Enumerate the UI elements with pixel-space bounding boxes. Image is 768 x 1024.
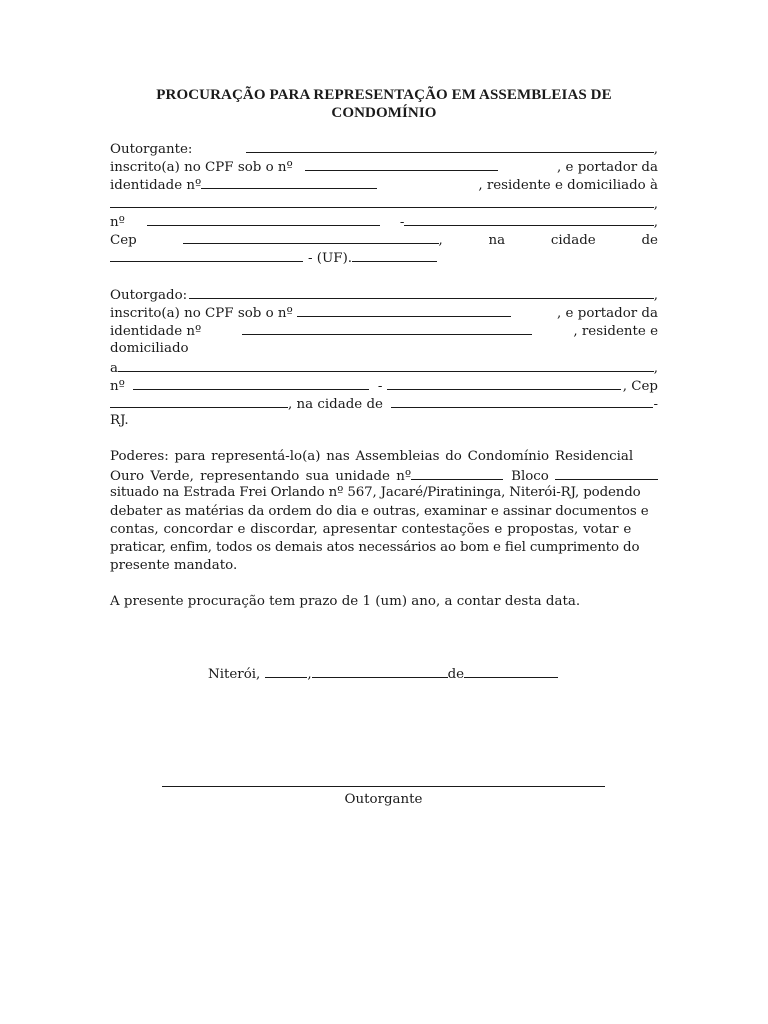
outorgante-uf: - (UF). <box>308 251 353 267</box>
outorgado-city-dash: - <box>653 397 658 413</box>
poderes-line-4 <box>110 503 658 521</box>
poderes-line-6-text: praticar, enfim, todos os demais atos necessários ao bom e fiel cumprimento do <box>110 539 640 555</box>
date-month-blank[interactable] <box>312 664 448 678</box>
date-de: de <box>447 667 465 682</box>
signature-line[interactable] <box>162 786 605 787</box>
outorgado-identidade-blank[interactable] <box>242 321 532 335</box>
poderes-unit-prefix: Ouro Verde, representando sua unidade nº <box>110 469 412 485</box>
poderes-bloco-blank[interactable] <box>555 466 658 480</box>
outorgado-address-line <box>110 358 658 376</box>
outorgado-city-blank[interactable] <box>391 394 654 408</box>
outorgante-cidade: cidade <box>550 232 596 248</box>
date-day-blank[interactable] <box>265 664 307 678</box>
outorgante-cep-label: Cep <box>110 232 137 248</box>
outorgante-complement-blank[interactable] <box>404 212 653 226</box>
poderes-line-7-text: presente mandato. <box>110 558 238 574</box>
poderes-line-1 <box>110 448 658 466</box>
outorgante-city-blank[interactable] <box>110 248 303 262</box>
poderes-bloco-label: Bloco <box>511 469 549 485</box>
outorgado-domiciliado: domiciliado <box>110 340 189 356</box>
outorgante-identidade-blank[interactable] <box>201 175 377 189</box>
poderes-line-7 <box>110 557 658 575</box>
outorgado-address-blank[interactable] <box>118 358 654 372</box>
poderes-line-3-text: situado na Estrada Frei Orlando nº 567, Jacaré/Piratininga, Niterói-RJ, podendo <box>110 485 641 501</box>
outorgante-cep-line <box>110 230 658 248</box>
signature-label: Outorgante <box>344 792 423 807</box>
outorgante-address-blank[interactable] <box>110 194 654 208</box>
date-year-blank[interactable] <box>464 664 558 678</box>
outorgante-cpf-prefix: inscrito(a) no CPF sob o nº <box>110 160 293 176</box>
outorgante-address-line <box>110 194 658 212</box>
outorgante-cep-field <box>183 230 443 250</box>
outorgado-na-cidade-de: , na cidade de <box>288 397 383 413</box>
title-line-1: PROCURAÇÃO PARA REPRESENTAÇÃO EM ASSEMBLEIAS DE <box>156 87 612 103</box>
outorgado-number-line <box>110 376 658 394</box>
outorgante-city-line <box>110 248 658 266</box>
outorgante-address-comma: , <box>653 196 658 212</box>
outorgante-name-line <box>110 139 658 157</box>
poderes-paragraph <box>110 448 658 575</box>
outorgante-de: de <box>641 232 658 248</box>
poderes-line-4-text: debater as matérias da ordem do dia e outras, examinar e assinar documentos e <box>110 503 649 519</box>
outorgante-cep-comma: , <box>438 232 443 248</box>
outorgado-label: Outorgado: <box>110 288 188 303</box>
poderes-unit-blank[interactable] <box>411 466 503 480</box>
outorgante-na: na <box>488 232 506 248</box>
outorgante-number-blank[interactable] <box>147 212 380 226</box>
outorgante-label: Outorgante: <box>110 142 193 157</box>
outorgado-cep-line <box>110 394 658 412</box>
poderes-line-5-text: contas, concordar e discordar, apresentar contestações e propostas, votar e <box>110 521 632 537</box>
outorgado-complement-blank[interactable] <box>387 376 621 390</box>
outorgado-rj-line <box>110 412 658 430</box>
date-comma: , <box>307 667 312 682</box>
poderes-line-5 <box>110 521 658 539</box>
outorgante-cep-blank[interactable] <box>183 230 439 244</box>
outorgante-section <box>110 139 658 266</box>
outorgante-identidade-prefix: identidade nº <box>110 178 202 194</box>
date-city: Niterói, <box>208 667 261 682</box>
date-line <box>208 664 558 684</box>
outorgado-identidade-prefix: identidade nº <box>110 324 202 340</box>
outorgado-a-prefix: a <box>110 360 118 376</box>
outorgado-section <box>110 285 658 431</box>
outorgado-name-line <box>110 285 658 303</box>
poderes-line-1-text: Poderes: para representá-lo(a) nas Assembleias do Condomínio Residencial <box>110 449 634 464</box>
outorgante-name-blank[interactable] <box>246 139 653 153</box>
outorgante-identidade-line <box>110 175 658 193</box>
outorgado-address-comma: , <box>653 360 658 376</box>
outorgante-identidade-suffix: , residente e domiciliado à <box>478 178 658 194</box>
prazo-text: A presente procuração tem prazo de 1 (um) ano, a contar desta data. <box>110 594 581 609</box>
outorgante-cpf-suffix: , e portador da <box>557 160 658 176</box>
outorgado-comma: , <box>653 288 658 303</box>
document-title <box>110 86 658 122</box>
outorgado-rj: RJ. <box>110 413 129 429</box>
poderes-line-3 <box>110 484 658 502</box>
outorgado-number-prefix: nº <box>110 378 125 394</box>
outorgado-cep-suffix: , Cep <box>622 378 658 394</box>
outorgante-uf-blank[interactable] <box>352 248 437 262</box>
outorgado-identidade-line <box>110 321 658 339</box>
outorgado-identidade-suffix: , residente e <box>573 324 658 340</box>
outorgado-number-dash: - <box>377 378 383 394</box>
outorgado-number-blank[interactable] <box>133 376 369 390</box>
outorgante-number-dash: - <box>399 214 405 230</box>
outorgante-cpf-blank[interactable] <box>305 157 498 171</box>
outorgado-cpf-blank[interactable] <box>297 303 511 317</box>
outorgante-number-line <box>110 212 658 230</box>
outorgante-number-prefix: nº <box>110 214 125 230</box>
outorgado-cpf-line <box>110 303 658 321</box>
poderes-line-6 <box>110 539 658 557</box>
title-line-2: CONDOMÍNIO <box>331 105 437 121</box>
outorgante-cpf-line <box>110 157 658 175</box>
outorgante-comma: , <box>653 142 658 157</box>
outorgado-cpf-prefix: inscrito(a) no CPF sob o nº <box>110 306 293 322</box>
outorgado-name-blank[interactable] <box>189 285 654 299</box>
outorgado-domiciliado-line <box>110 340 658 358</box>
outorgado-cep-blank[interactable] <box>110 394 288 408</box>
outorgante-number-comma: , <box>653 214 658 230</box>
poderes-line-2 <box>110 466 658 484</box>
outorgado-cpf-suffix: , e portador da <box>557 306 658 322</box>
